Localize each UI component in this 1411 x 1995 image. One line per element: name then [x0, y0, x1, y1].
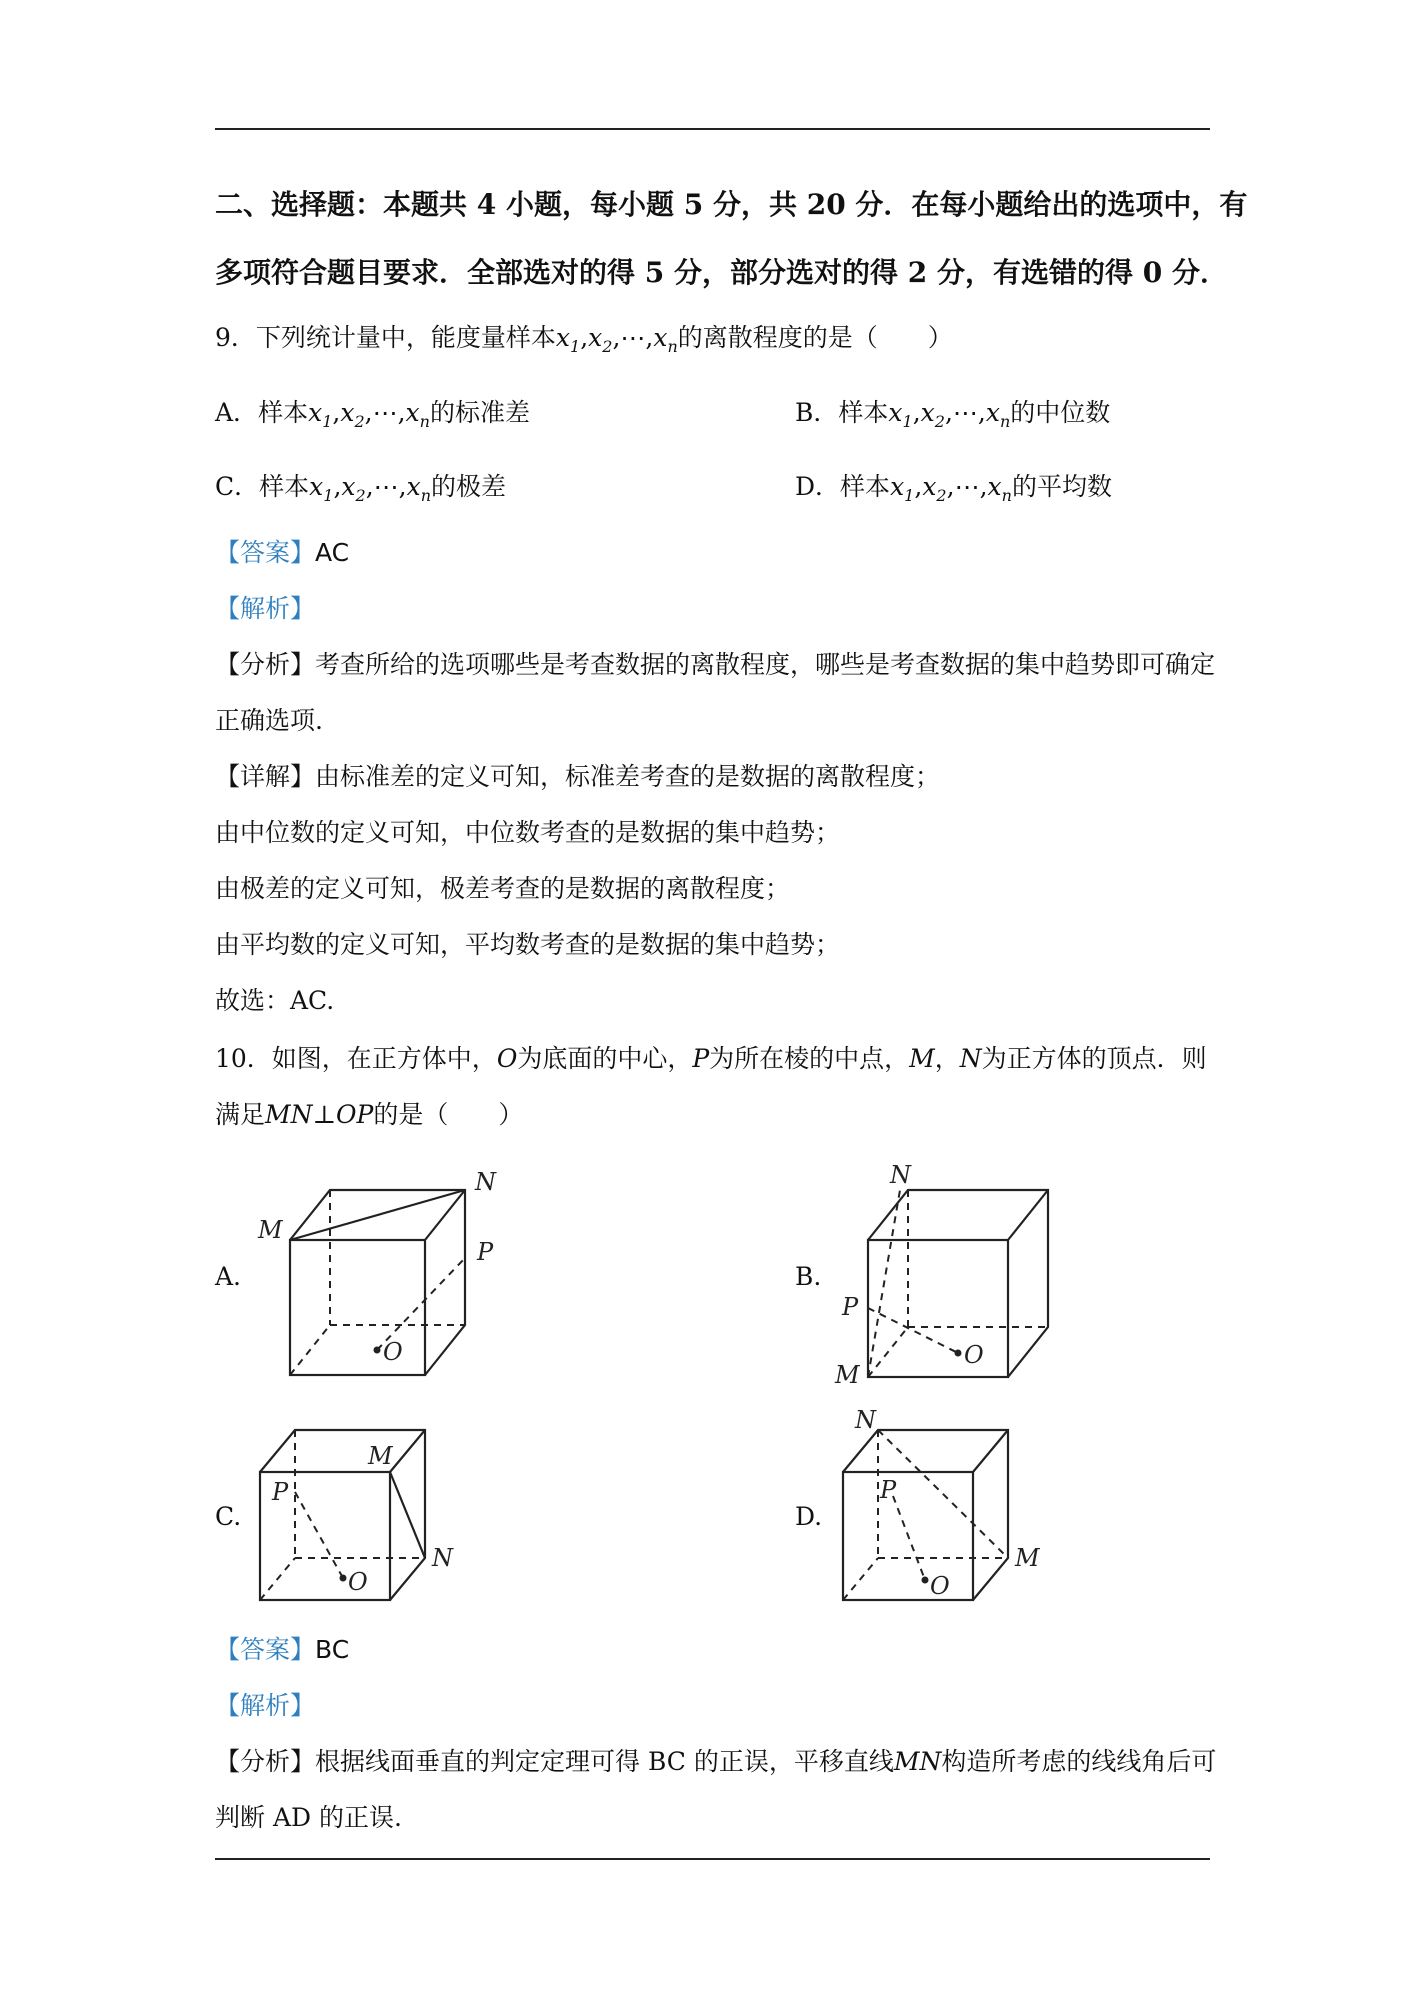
top-right-edge: [390, 1430, 425, 1472]
label-o: O: [348, 1568, 368, 1596]
front-face: [868, 1240, 1008, 1377]
segment-op: [295, 1492, 343, 1578]
q10-fig-label-a[interactable]: A.: [215, 1262, 242, 1291]
q9-detail-3: 由极差的定义可知，极差考查的是数据的离散程度；: [215, 874, 791, 903]
section-heading-line1: 二、选择题：本题共 4 小题，每小题 5 分，共 20 分．在每小题给出的选项中，有: [215, 188, 1248, 221]
top-right-edge: [1008, 1190, 1048, 1240]
q9-fenxi-2: 正确选项.: [215, 706, 323, 735]
label-p: P: [842, 1293, 859, 1321]
label-m: M: [1015, 1544, 1040, 1572]
hidden-edge-depth: [290, 1325, 330, 1375]
label-o: O: [964, 1341, 984, 1369]
q10-fenxi-2: 判断 AD 的正误.: [215, 1803, 402, 1832]
label-p: P: [477, 1238, 494, 1266]
q9-analysis-tag: 【解析】: [215, 594, 316, 623]
q10-stem-line2: 满足MN⊥OP的是（ ）: [215, 1100, 524, 1129]
label-n: N: [855, 1410, 876, 1434]
hidden-edge-depth: [868, 1327, 908, 1377]
back-top-edges: [260, 1430, 425, 1600]
segment-op: [377, 1258, 465, 1350]
q9-detail-5: 故选：AC.: [215, 986, 335, 1015]
bottom-rule: [215, 1858, 1210, 1860]
top-right-edge: [973, 1430, 1008, 1472]
point-o: [922, 1577, 929, 1584]
top-rule: [215, 128, 1210, 130]
q9-stem: 9．下列统计量中，能度量样本$x_1,x_2,\cdots,x_n$的离散程度的是（ ）: [215, 323, 953, 356]
label-p: P: [880, 1476, 897, 1504]
segment-mn: [390, 1472, 425, 1558]
q9-option-c[interactable]: C．样本$x_1,x_2,\cdots,x_n$的极差: [215, 472, 507, 505]
section-heading-line2: 多项符合题目要求．全部选对的得 5 分，部分选对的得 2 分，有选错的得 0 分．: [215, 256, 1228, 289]
q10-stem-line1: 10．如图，在正方体中，O为底面的中心，P为所在棱的中点，M，N为正方体的顶点．则: [215, 1044, 1207, 1073]
q9-detail-4: 由平均数的定义可知，平均数考查的是数据的集中趋势；: [215, 930, 841, 959]
back-top-edges: [843, 1430, 1008, 1600]
label-m: M: [835, 1361, 860, 1385]
point-o: [374, 1347, 381, 1354]
q10-figure-a: [255, 1160, 515, 1385]
point-o: [340, 1575, 347, 1582]
label-n: N: [890, 1161, 911, 1189]
top-right-edge: [425, 1190, 465, 1240]
segment-mn: [290, 1190, 465, 1240]
q10-figure-d: [835, 1410, 1075, 1610]
hidden-edge-depth: [260, 1558, 295, 1600]
q10-fig-label-c[interactable]: C.: [215, 1502, 242, 1531]
segment-op: [868, 1308, 958, 1353]
q10-fenxi: 【分析】根据线面垂直的判定定理可得 BC 的正误，平移直线MN构造所考虑的线线角后可: [215, 1747, 1217, 1776]
q9-answer: 【答案】AC: [215, 538, 350, 567]
q9-option-b[interactable]: B．样本$x_1,x_2,\cdots,x_n$的中位数: [795, 398, 1111, 431]
segment-mn: [878, 1430, 1008, 1558]
label-m: M: [368, 1442, 393, 1470]
label-n: N: [475, 1168, 496, 1196]
q9-detail-2: 由中位数的定义可知，中位数考查的是数据的集中趋势；: [215, 818, 841, 847]
point-o: [955, 1350, 962, 1357]
front-face: [290, 1240, 425, 1375]
q9-option-a[interactable]: A．样本$x_1,x_2,\cdots,x_n$的标准差: [215, 398, 530, 431]
q9-detail-1: 【详解】由标准差的定义可知，标准差考查的是数据的离散程度；: [215, 762, 941, 791]
label-n: N: [432, 1544, 453, 1572]
segment-mn: [868, 1190, 900, 1377]
q10-analysis-tag: 【解析】: [215, 1691, 316, 1720]
q10-fig-label-b[interactable]: B.: [795, 1262, 822, 1291]
q10-figure-b: [830, 1155, 1090, 1385]
segment-op: [893, 1496, 925, 1580]
label-o: O: [930, 1572, 950, 1600]
q10-fig-label-d[interactable]: D.: [795, 1502, 823, 1531]
label-o: O: [383, 1338, 403, 1366]
label-p: P: [272, 1478, 289, 1506]
hidden-edge-depth: [843, 1558, 878, 1600]
q10-answer: 【答案】BC: [215, 1635, 350, 1664]
q9-fenxi: 【分析】考查所给的选项哪些是考查数据的离散程度，哪些是考查数据的集中趋势即可确定: [215, 650, 1216, 679]
q10-figure-c: [250, 1410, 490, 1610]
q9-option-d[interactable]: D．样本$x_1,x_2,\cdots,x_n$的平均数: [795, 472, 1112, 505]
label-m: M: [258, 1216, 283, 1244]
